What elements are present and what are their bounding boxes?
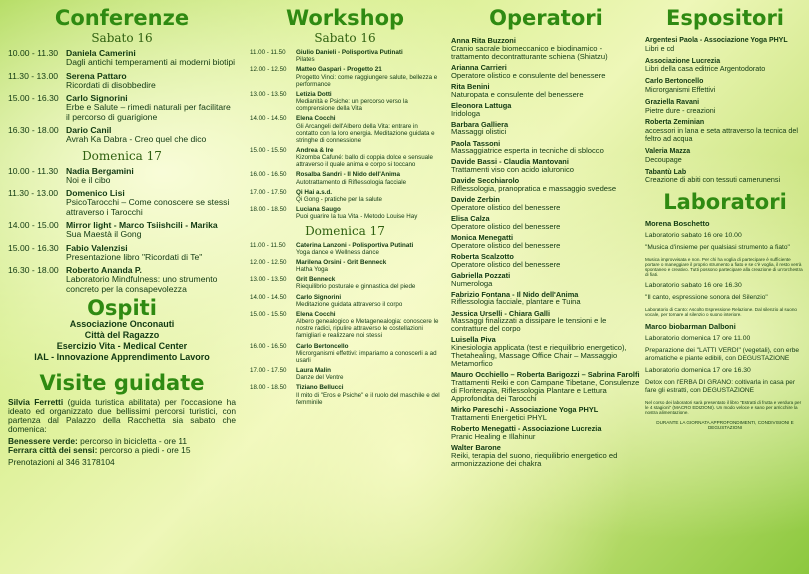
workshop-day2: Domenica 17 <box>305 223 385 238</box>
schedule-time: 15.00 - 15.50 <box>250 310 287 318</box>
schedule-text <box>66 266 236 294</box>
list-item-name: Tabantù Lab <box>645 168 687 176</box>
list-item-name: Walter Barone <box>451 443 501 453</box>
list-item <box>645 169 805 185</box>
schedule-time: 10.00 - 11.30 <box>8 165 59 176</box>
list-item <box>451 177 641 193</box>
schedule-text <box>296 294 402 308</box>
list-item <box>451 196 641 212</box>
lab-morena-l2: Laboratorio sabato 16 ore 16.30 <box>645 282 742 290</box>
espositori-section <box>645 8 805 431</box>
list-item-desc: Libri e cd <box>645 43 675 53</box>
schedule-desc: Pilates <box>296 56 315 64</box>
visite-text <box>8 398 236 468</box>
list-item-desc: Massaggi olistici <box>451 127 507 137</box>
lab-morena-q1: "Musica d'insieme per qualsiasi strumento a fiato" <box>645 244 790 252</box>
schedule-row <box>8 72 236 91</box>
list-item <box>645 99 805 115</box>
list-item <box>451 253 641 269</box>
visite-intro: (guida turistica abilitata) per l'occasione ha ideato ed organizzato due bellissimi percorsi turistici, con partenza dal Palazzo della Racchetta sia sabato che domenica: <box>8 396 236 435</box>
schedule-row <box>8 49 236 68</box>
espositori-title: Espositori <box>665 6 785 30</box>
list-item-desc: Operatore olistico e consulente del benessere <box>451 70 606 80</box>
workshop-title: Workshop <box>285 6 405 30</box>
schedule-name: Carlo Signorini <box>296 293 342 301</box>
list-item-desc: Operatore olistico del benessere <box>451 203 561 213</box>
schedule-name: Marilena Orsini - Grit Benneck <box>296 258 387 266</box>
operatori-title: Operatori <box>489 6 603 30</box>
schedule-row <box>250 343 440 364</box>
list-item-name: Roberta Scalzotto <box>451 251 514 261</box>
list-item-desc: accessori in lana e seta attraverso la tecnica del feltro ad acqua <box>645 126 799 144</box>
schedule-row <box>250 49 440 63</box>
schedule-row <box>8 94 236 122</box>
schedule-row <box>250 367 440 381</box>
list-item-name: Gabriella Pozzati <box>451 270 511 280</box>
schedule-name: Roberto Ananda P. <box>66 265 142 276</box>
list-item-desc: Trattamenti Reiki e con Campane Tibetane, Consulenze di Floriterapia, Riflessologia Plantare e Lettura Approfondita dei Tarocchi <box>451 378 640 404</box>
lab-marco-s: Nel corso dei laboratori sarà presentato il libro "Estratti di frutta e verdura per le 4 stagioni" (MACRO EDIZIONI). Un modo veloce e sano per arricchire la nostra alimentazione. <box>645 399 802 415</box>
schedule-desc: Progetto Vinci: come raggiungere salute, bellezza e performance <box>296 73 438 88</box>
list-item <box>451 64 641 80</box>
schedule-row <box>8 167 236 186</box>
list-item-desc: Operatore olistico del benessere <box>451 259 561 269</box>
schedule-desc: Kizomba Cafuné: ballo di coppia dolce e sensuale attraverso il quale anima e corpo si toccano <box>296 154 433 169</box>
list-item-desc: Trattamenti Energetici PHYL <box>451 413 547 423</box>
lab-marco-name: Marco biobarman Dalboni <box>645 322 736 332</box>
schedule-text <box>66 189 236 217</box>
schedule-name: Matteo Gaspari - Progetto 21 <box>296 66 382 74</box>
schedule-text <box>296 189 382 203</box>
schedule-name: Giulio Danieli - Polisportiva Putinati <box>296 49 403 56</box>
schedule-name: Andrea & Ire <box>296 146 334 154</box>
schedule-text <box>296 147 440 168</box>
list-item-desc: Massaggi finalizzati a dissipare le tensioni e le contratture del corpo <box>451 316 607 334</box>
schedule-time: 12.00 - 12.50 <box>250 66 287 74</box>
lab-morena-l1: Laboratorio sabato 16 ore 10.00 <box>645 232 742 240</box>
schedule-desc: Dagli antichi temperamenti ai moderni biotipi <box>66 57 236 68</box>
list-item-name: Carlo Bertoncello <box>645 78 704 86</box>
schedule-row <box>8 126 236 145</box>
schedule-desc: Danze del Ventre <box>296 374 344 382</box>
list-item-desc: Iridologa <box>451 108 481 118</box>
ospite-item: Esercizio Vita - Medical Center <box>56 340 188 351</box>
visite-guide-name: Silvia Ferretti <box>8 396 64 407</box>
list-item <box>645 119 805 143</box>
schedule-name: Domenico Lisi <box>66 188 125 199</box>
schedule-text <box>296 311 440 340</box>
lab-marco-q1: Preparazione dei "LATTI VERDI" (vegetali), con erbe aromatiche e piante edibili, con DEGUSTAZIONE <box>645 347 800 362</box>
schedule-name: Daniela Camerini <box>66 48 136 58</box>
list-item-name: Valeria Mazza <box>645 147 691 155</box>
visite-title: Visite guidate <box>39 370 205 395</box>
schedule-row <box>8 189 236 217</box>
schedule-desc: Puoi guarire la tua Vita - Metodo Louise Hay <box>296 213 418 221</box>
schedule-name: Mirror light - Marco Tsiishcili - Marika <box>66 219 218 230</box>
schedule-row <box>250 276 440 290</box>
schedule-row <box>250 294 440 308</box>
schedule-name: Carlo Signorini <box>66 93 128 104</box>
schedule-row <box>8 221 236 240</box>
schedule-time: 16.30 - 18.00 <box>8 265 59 276</box>
schedule-row <box>250 259 440 273</box>
schedule-time: 17.00 - 17.50 <box>250 367 287 375</box>
list-item <box>451 310 641 334</box>
schedule-name: Elena Cocchi <box>296 115 336 123</box>
schedule-text <box>296 91 440 112</box>
schedule-desc: Gli Arcangeli dell'Albero della Vita: entrare in contatto con la loro energia. Meditazione guidata e stringhe di connessione <box>296 122 435 144</box>
list-item-name: Rita Benini <box>451 81 490 91</box>
list-item-name: Jessica Urselli - Chiara Galli <box>451 308 551 318</box>
schedule-desc: Qi Gong - pratiche per la salute <box>296 196 382 204</box>
lab-morena-q2: "Il canto, espressione sonora del Silenzio" <box>645 294 768 302</box>
list-item-name: Davide Bassi - Claudia Mantovani <box>451 157 569 167</box>
schedule-desc: Medianità e Psiche: un percorso verso la comprensione della Vita <box>296 98 408 113</box>
schedule-desc: Noi e il cibo <box>66 174 111 185</box>
schedule-name: Luciana Saugo <box>296 206 341 214</box>
schedule-time: 16.00 - 16.50 <box>250 342 287 350</box>
list-item <box>451 371 641 403</box>
schedule-row <box>250 311 440 340</box>
list-item <box>451 406 641 422</box>
schedule-desc: Hatha Yoga <box>296 266 328 274</box>
schedule-time: 17.00 - 17.50 <box>250 188 287 196</box>
list-item-name: Monica Menegatti <box>451 232 514 242</box>
list-item <box>451 336 641 368</box>
lab-marco-q2: Detox con l'ERBA DI GRANO: coltivarla in casa per fare gli estratti, con DEGUSTAZIONE <box>645 379 796 394</box>
schedule-desc: Autotrattamento di Riflessologia facciale <box>296 178 407 186</box>
ospite-item: Città del Ragazzo <box>84 329 160 340</box>
schedule-name: Serena Pattaro <box>66 70 127 81</box>
schedule-text <box>296 276 415 290</box>
schedule-desc: Yoga dance e Wellness dance <box>296 248 379 256</box>
schedule-name: Rosalba Sandri - Il Nido dell'Anima <box>296 171 401 179</box>
list-item <box>645 78 805 94</box>
schedule-text <box>296 343 440 364</box>
schedule-desc: Riequilibrio posturale e ginnastica del piede <box>296 283 416 291</box>
schedule-desc: Albero genealogico e Metagenealogia: conoscere le nostre radici, ripulire attraverso le costellazioni famigliari e realizzare noi stessi <box>296 318 439 340</box>
workshop-day1-list <box>250 49 440 221</box>
schedule-row <box>250 66 440 87</box>
list-item-name: Luisella Piva <box>451 335 496 345</box>
list-item-name: Fabrizio Fontana - Il Nido dell'Anima <box>451 289 579 299</box>
list-item-desc: Kinesiologia applicata (test e riequilibrio energetico), Thetahealing, Massage Office Chair – Massaggio Metamorfico <box>451 343 627 369</box>
conferenze-day2-list <box>8 167 236 294</box>
list-item-desc: Pranic Healing e Illahinur <box>451 432 536 442</box>
schedule-row <box>8 244 236 263</box>
lab-morena-s2: Laboratorio di Canto: Ascolto Espressione Relazione. Dal silenzio al suono vocale, per tornare al silenzio o suono interiore. <box>645 306 797 318</box>
schedule-row <box>250 242 440 256</box>
visite-p2-text: percorso a piedi - ore 15 <box>99 445 191 456</box>
schedule-row <box>250 189 440 203</box>
schedule-text <box>296 171 406 185</box>
visite-p1-label: Benessere verde: <box>8 436 78 447</box>
schedule-name: Tiziano Bellucci <box>296 384 344 392</box>
list-item <box>451 234 641 250</box>
list-item-desc: Trattamenti viso con acido ialuronico <box>451 165 574 175</box>
schedule-time: 11.30 - 13.00 <box>8 188 59 199</box>
list-item-name: Eleonora Lattuga <box>451 100 512 110</box>
schedule-time: 11.30 - 13.00 <box>8 70 59 81</box>
list-item-name: Argentesi Paola - Associazione Yoga PHYL <box>645 37 788 44</box>
schedule-text <box>66 167 134 186</box>
list-item-name: Davide Secchiarolo <box>451 176 520 186</box>
schedule-desc: Presentazione libro "Ricordati di Te" <box>66 251 203 262</box>
schedule-time: 18.00 - 18.50 <box>250 384 287 392</box>
espositori-list <box>645 37 805 184</box>
schedule-time: 16.00 - 16.50 <box>250 171 287 179</box>
schedule-text <box>296 66 440 87</box>
schedule-time: 14.00 - 14.50 <box>250 293 287 301</box>
list-item <box>451 272 641 288</box>
schedule-desc: Laboratorio Mindfulness: uno strumento concreto per la consapevolezza <box>66 274 218 294</box>
list-item-desc: Reiki, terapia del suono, riequilibrio energetico ed armonizzazione dei chakra <box>451 451 618 469</box>
schedule-text <box>296 242 413 256</box>
schedule-time: 12.00 - 12.50 <box>250 258 287 266</box>
list-item-name: Mirko Pareschi - Associazione Yoga PHYL <box>451 405 599 415</box>
schedule-desc: PsicoTarocchi – Come conoscere se stessi attraverso i Tarocchi <box>66 197 230 217</box>
schedule-time: 18.00 - 18.50 <box>250 206 287 214</box>
schedule-row <box>250 91 440 112</box>
schedule-desc: Meditazione guidata attraverso il corpo <box>296 300 403 308</box>
schedule-row <box>250 384 440 405</box>
lab-morena-s1: Musica improvvisata e non. Per chi ha voglia di partecipare è sufficiente portare o maneggiare il proprio strumento a fiato e se c'è voglia, il resto verrà spontaneo e creativo. Tutti possono partecipare alla creazione di un'orchestra di fiati. <box>645 256 803 278</box>
list-item <box>645 58 805 74</box>
list-item-name: Arianna Carrieri <box>451 62 507 72</box>
list-item-desc: Cranio sacrale biomeccanico e biodinamico - trattamento decontratturante schiena (Shiatzu) <box>451 43 608 61</box>
lab-morena-name: Morena Boschetto <box>645 219 710 229</box>
schedule-time: 13.00 - 13.50 <box>250 90 287 98</box>
list-item-desc: Decoupage <box>645 154 682 164</box>
schedule-time: 11.00 - 11.50 <box>250 49 286 56</box>
schedule-row <box>8 266 236 294</box>
list-item-name: Barbara Galliera <box>451 119 509 129</box>
schedule-desc: Sua Maestà il Gong <box>66 229 142 240</box>
list-item-name: Roberto Menegatti - Associazione Lucrezia <box>451 424 602 434</box>
list-item-name: Roberta Zeminian <box>645 119 705 127</box>
list-item-desc: Massaggiatrice esperta in tecniche di sblocco <box>451 146 604 156</box>
schedule-time: 15.00 - 15.50 <box>250 146 287 154</box>
schedule-desc: Il mito di "Eros e Psiche" e il ruolo del maschile e del femminile <box>296 391 440 406</box>
schedule-text <box>296 367 343 381</box>
conferenze-title: Conferenze <box>54 6 190 30</box>
schedule-name: Qi Hai a.s.d. <box>296 188 333 196</box>
schedule-text <box>296 206 417 220</box>
schedule-text <box>66 126 206 145</box>
schedule-desc: Erbe e Salute – rimedi naturali per facilitare il percorso di guarigione <box>66 102 231 122</box>
list-item-desc: Microrganismi Effettivi <box>645 84 716 94</box>
schedule-text <box>66 221 218 240</box>
workshop-section <box>250 8 440 409</box>
ospiti-title: Ospiti <box>87 295 157 320</box>
list-item-desc: Naturopata e consulente del benessere <box>451 89 584 99</box>
schedule-name: Dario Canil <box>66 124 112 135</box>
list-item-desc: Operatore olistico del benessere <box>451 221 561 231</box>
schedule-desc: Ricordati di disobbedire <box>66 79 156 90</box>
list-item-desc: Riflessologia facciale, plantare e Tuina <box>451 297 581 307</box>
lab-marco-l1: Laboratorio domenica 17 ore 11.00 <box>645 335 751 343</box>
schedule-name: Letizia Dotti <box>296 90 332 98</box>
list-item-desc: Creazione di abiti con tessuti camerunensi <box>645 175 781 185</box>
schedule-row <box>250 171 440 185</box>
visite-booking: Prenotazioni al 346 3178104 <box>8 457 115 468</box>
list-item-desc: Riflessologia, pranopratica e massaggio svedese <box>451 184 617 194</box>
schedule-text <box>296 384 440 405</box>
list-item <box>451 102 641 118</box>
list-item-name: Elisa Calza <box>451 214 490 224</box>
schedule-text <box>296 259 386 273</box>
schedule-time: 14.00 - 15.00 <box>8 219 59 230</box>
list-item <box>645 37 805 53</box>
schedule-name: Caterina Lanzoni - Polisportiva Putinati <box>296 241 414 249</box>
schedule-name: Nadia Bergamini <box>66 165 134 176</box>
list-item-name: Davide Zerbin <box>451 195 500 205</box>
list-item <box>451 425 641 441</box>
schedule-time: 16.30 - 18.00 <box>8 124 59 135</box>
ospite-item: IAL - Innovazione Apprendimento Lavoro <box>34 351 210 362</box>
ospite-item: Associazione Onconauti <box>69 318 175 329</box>
list-item <box>451 140 641 156</box>
list-item-name: Anna Rita Buzzoni <box>451 36 516 45</box>
schedule-row <box>250 115 440 144</box>
schedule-name: Laura Malin <box>296 367 331 375</box>
list-item <box>451 291 641 307</box>
list-item <box>451 121 641 137</box>
schedule-desc: Microrganismi effettivi: impariamo a conoscerli a ad usarli <box>296 349 437 364</box>
list-item <box>451 37 641 61</box>
list-item <box>451 83 641 99</box>
list-item-desc: Operatore olistico del benessere <box>451 240 561 250</box>
schedule-time: 13.00 - 13.50 <box>250 276 287 284</box>
operatori-section <box>451 8 641 471</box>
schedule-text <box>66 49 235 68</box>
visite-p1-text: percorso in bicicletta - ore 11 <box>80 436 188 447</box>
list-item-name: Paola Tassoni <box>451 138 501 148</box>
conferenze-section <box>8 8 236 470</box>
workshop-day2-list <box>250 242 440 406</box>
list-item-desc: Libri della casa editrice Argentodorato <box>645 64 766 74</box>
schedule-name: Fabio Valenzisi <box>66 242 128 253</box>
conferenze-day2: Domenica 17 <box>82 148 162 163</box>
workshop-day1: Sabato 16 <box>314 31 376 45</box>
list-item <box>451 215 641 231</box>
visite-p2-label: Ferrara città dei sensi: <box>8 445 98 456</box>
ospiti-list <box>8 319 236 363</box>
lab-footer: DURANTE LA GIORNATA APPROFONDIMENTI, CONDIVISIONI E DEGUSTAZIONI <box>656 419 794 431</box>
list-item <box>451 444 641 468</box>
conferenze-day1: Sabato 16 <box>91 31 153 45</box>
schedule-text <box>66 244 202 263</box>
schedule-text <box>66 72 156 91</box>
schedule-desc: Avrah Ka Dabra - Creo quel che dico <box>66 134 207 145</box>
operatori-list <box>451 37 641 468</box>
schedule-time: 11.00 - 11.50 <box>250 241 286 249</box>
schedule-name: Carlo Bertoncello <box>296 342 349 350</box>
schedule-time: 15.00 - 16.30 <box>8 93 59 104</box>
list-item-name: Associazione Lucrezia <box>645 57 721 65</box>
list-item <box>645 148 805 164</box>
schedule-name: Grit Benneck <box>296 276 336 284</box>
schedule-time: 15.00 - 16.30 <box>8 242 59 253</box>
conferenze-day1-list <box>8 49 236 145</box>
schedule-time: 10.00 - 11.30 <box>8 48 59 58</box>
list-item-desc: Numerologa <box>451 278 493 288</box>
schedule-text <box>66 94 236 122</box>
list-item <box>451 158 641 174</box>
list-item-name: Graziella Ravani <box>645 98 700 106</box>
schedule-row <box>250 206 440 220</box>
schedule-text <box>296 115 440 144</box>
schedule-time: 14.00 - 14.50 <box>250 115 287 123</box>
schedule-name: Elena Cocchi <box>296 310 336 318</box>
schedule-row <box>250 147 440 168</box>
list-item-name: Mauro Occhiello – Roberta Barigozzi – Sabrina Farolfi <box>451 370 640 380</box>
laboratori-title: Laboratori <box>663 190 787 215</box>
list-item-desc: Pietre dure - creazioni <box>645 105 716 115</box>
lab-marco-l2: Laboratorio domenica 17 ore 16.30 <box>645 367 751 375</box>
schedule-text <box>296 49 403 63</box>
